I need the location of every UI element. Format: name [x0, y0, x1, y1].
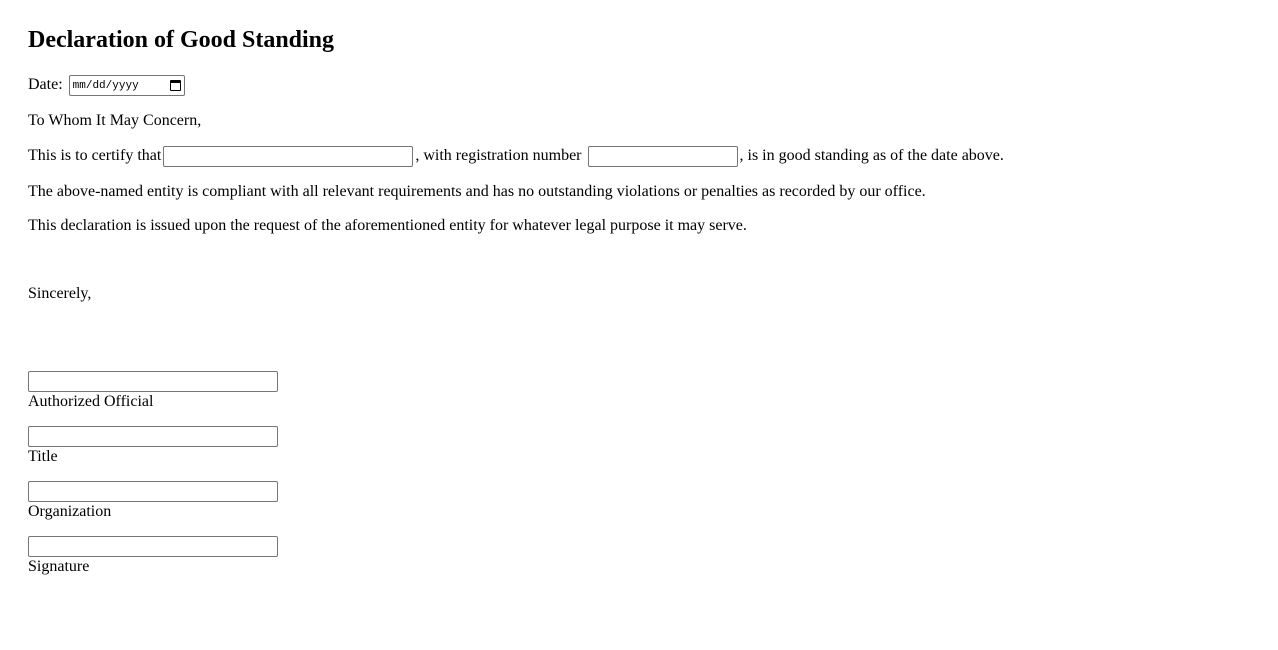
signature-block: [28, 536, 278, 577]
organization-label: Organization: [28, 503, 112, 520]
purpose-paragraph: This declaration is issued upon the request of the aforementioned entity for whatever legal purpose it may serve.: [28, 217, 747, 234]
authorized-official-block: [28, 371, 278, 412]
title-label: Title: [28, 448, 58, 465]
date-placeholder: mm/dd/yyyy: [72, 79, 139, 92]
title-block: [28, 426, 278, 467]
calendar-icon[interactable]: [170, 80, 181, 91]
date-label: Date:: [28, 76, 63, 94]
certify-paragraph: [28, 146, 1004, 167]
date-input[interactable]: [69, 75, 185, 96]
registration-number-input[interactable]: [588, 146, 738, 167]
organization-input[interactable]: [28, 481, 278, 502]
title-input[interactable]: [28, 426, 278, 447]
organization-block: [28, 481, 278, 522]
signature-label: Signature: [28, 558, 90, 575]
signature-input[interactable]: [28, 536, 278, 557]
compliance-paragraph: The above-named entity is compliant with all relevant requirements and has no outstanding violations or penalties as recorded by our office.: [28, 183, 926, 200]
certify-prefix: This is to certify that: [28, 147, 162, 165]
page-title: Declaration of Good Standing: [28, 27, 335, 53]
closing: Sincerely,: [28, 285, 92, 302]
authorized-official-input[interactable]: [28, 371, 278, 392]
entity-name-input[interactable]: [163, 146, 413, 167]
authorized-official-label: Authorized Official: [28, 393, 154, 410]
date-row: [28, 75, 185, 96]
salutation: To Whom It May Concern,: [28, 112, 202, 129]
certify-suffix: , is in good standing as of the date above.: [739, 147, 1004, 165]
certify-middle: , with registration number: [415, 147, 582, 165]
